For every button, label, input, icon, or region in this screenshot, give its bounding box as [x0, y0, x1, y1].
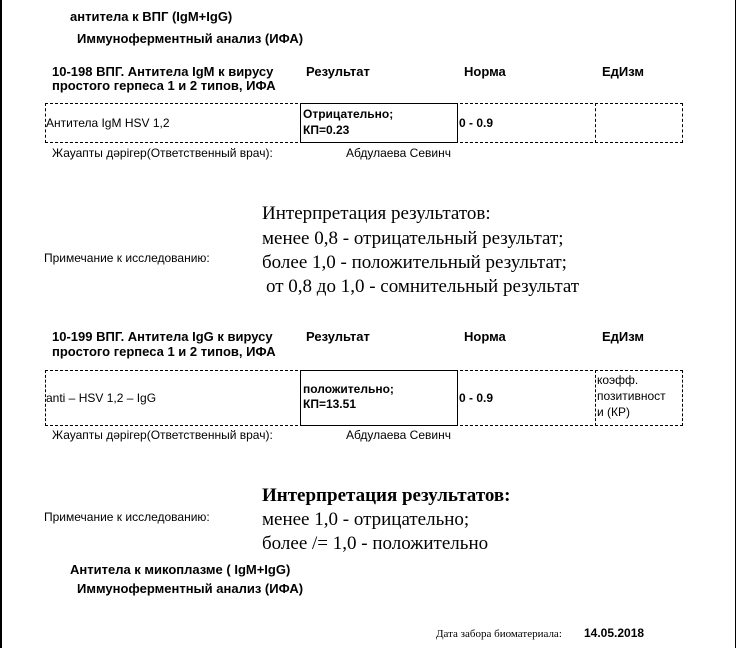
test1-col-result: Результат	[306, 64, 370, 79]
test1-result-line1: Отрицательно;	[303, 107, 394, 121]
test1-interp-line3: от 0,8 до 1,0 - сомнительный результат	[266, 276, 580, 297]
test1-col-norm: Норма	[464, 64, 506, 79]
test1-note-label: Примечание к исследованию:	[44, 251, 210, 265]
test2-interp-title: Интерпретация результатов:	[262, 485, 511, 506]
test2-doctor-label: Жауапты дәрігер(Ответственный врач):	[52, 428, 273, 442]
test2-note-label: Примечание к исследованию:	[44, 510, 210, 524]
test2-unit-divider	[595, 370, 596, 426]
section-title: антитела к ВПГ (IgM+IgG)	[70, 9, 233, 24]
date-value: 14.05.2018	[584, 626, 645, 640]
date-label: Дата забора биоматериала:	[436, 628, 562, 640]
test2-result-line1: положительно;	[303, 382, 394, 396]
test2-interp-line1: менее 1,0 - отрицательно;	[262, 509, 470, 530]
test1-interp-title: Интерпретация результатов:	[262, 203, 491, 224]
section-method: Иммуноферментный анализ (ИФА)	[77, 31, 304, 46]
test1-col-unit: ЕдИзм	[602, 64, 645, 79]
test1-code-line1: 10-198 ВПГ. Антитела IgM к вирусу	[52, 64, 274, 79]
test1-doctor-label: Жауапты дәрігер(Ответственный врач):	[52, 146, 273, 160]
test1-code-line2: простого герпеса 1 и 2 типов, ИФА	[52, 78, 276, 93]
test2-norm: 0 - 0.9	[459, 391, 494, 405]
test1-norm: 0 - 0.9	[459, 116, 494, 130]
test1-unit-divider	[595, 103, 596, 143]
section2-method: Иммуноферментный анализ (ИФА)	[77, 581, 304, 596]
test1-doctor-name: Абдулаева Севинч	[346, 146, 451, 160]
test2-unit-line2: позитивност	[597, 389, 666, 403]
test2-col-result: Результат	[306, 329, 370, 344]
test2-unit-line1: коэфф.	[597, 373, 639, 387]
test1-interp-line2: более 1,0 - положительный результат;	[262, 252, 567, 273]
test2-code-line1: 10-199 ВПГ. Антитела IgG к вирусу	[52, 329, 273, 344]
test2-code-line2: простого герпеса 1 и 2 типов, ИФА	[52, 344, 276, 359]
section2-title: Антитела к микоплазме ( IgM+IgG)	[70, 562, 291, 577]
test2-unit-line3: и (КР)	[597, 405, 631, 419]
test1-result-line2: КП=0.23	[303, 123, 350, 137]
test1-name: Антитела IgM HSV 1,2	[46, 116, 170, 130]
test2-name: anti – HSV 1,2 – IgG	[46, 391, 157, 405]
test2-col-unit: ЕдИзм	[602, 329, 645, 344]
page-left-border	[0, 0, 2, 648]
test1-interp-line1: менее 0,8 - отрицательный результат;	[262, 228, 564, 249]
test2-doctor-name: Абдулаева Севинч	[346, 428, 451, 442]
test2-interp-line2: более /= 1,0 - положительно	[262, 533, 489, 554]
test2-col-norm: Норма	[464, 329, 506, 344]
test2-result-line2: КП=13.51	[303, 397, 356, 411]
